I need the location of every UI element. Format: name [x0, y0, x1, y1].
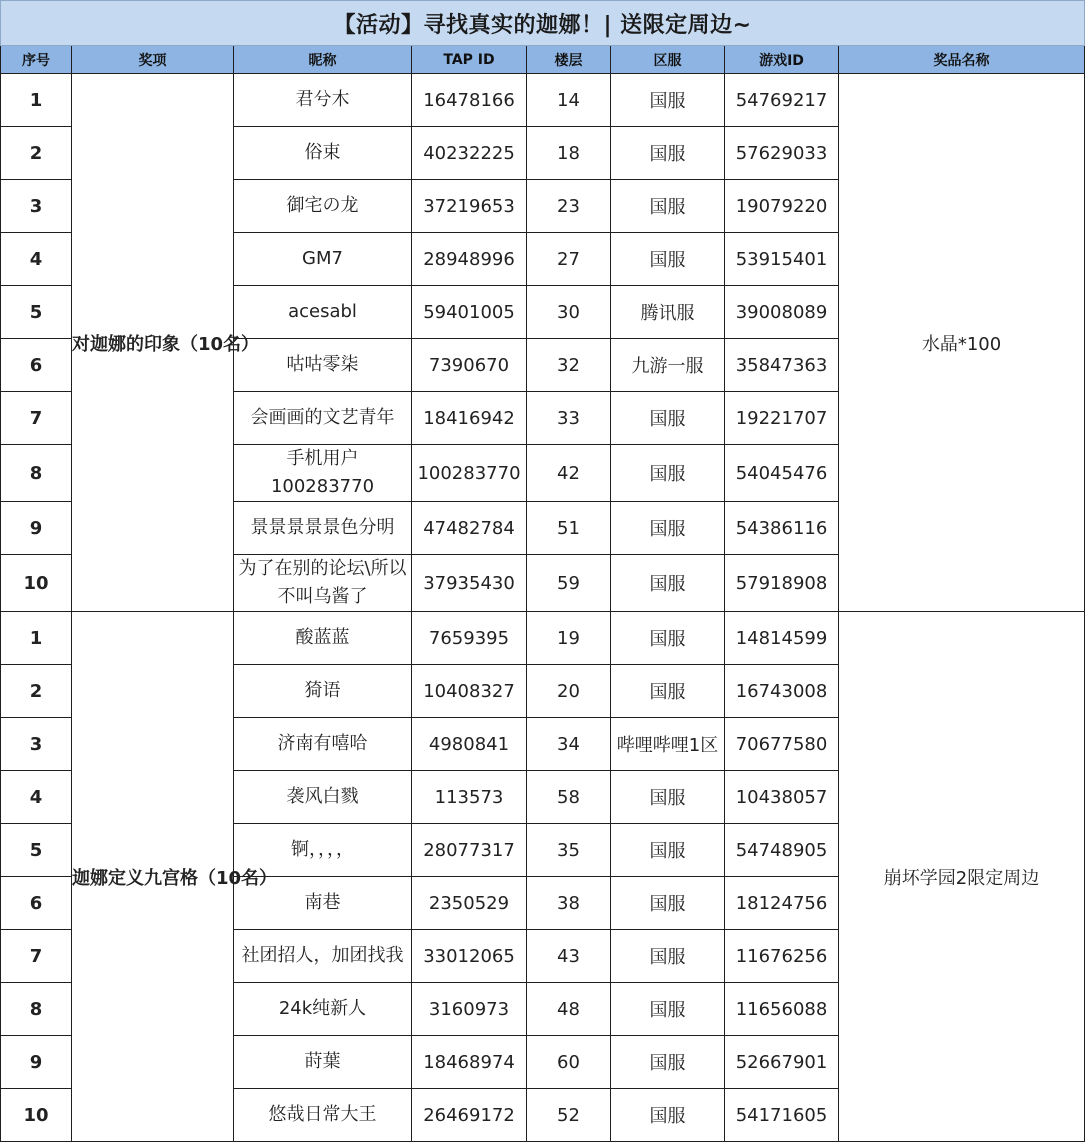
game-id-cell[interactable]: 35847363: [725, 339, 839, 392]
floor-cell[interactable]: 43: [527, 930, 611, 983]
nickname-cell[interactable]: 悠哉日常大王: [234, 1089, 412, 1142]
floor-cell[interactable]: 59: [527, 555, 611, 612]
server-cell[interactable]: 国服: [611, 445, 725, 502]
server-cell[interactable]: 国服: [611, 824, 725, 877]
tap-id-cell[interactable]: 7659395: [412, 612, 527, 665]
game-id-cell[interactable]: 19221707: [725, 392, 839, 445]
table-row: [1, 74, 1085, 127]
seq-cell[interactable]: 8: [1, 983, 72, 1036]
header-tap-id[interactable]: TAP ID: [412, 46, 527, 74]
nickname-cell[interactable]: 御宅の龙: [234, 180, 412, 233]
award-cell[interactable]: 对迦娜的印象（10名）: [72, 74, 234, 612]
nickname-cell[interactable]: 手机用户100283770: [234, 445, 412, 502]
game-id-cell[interactable]: 11676256: [725, 930, 839, 983]
seq-cell[interactable]: 3: [1, 718, 72, 771]
game-id-cell[interactable]: 57629033: [725, 127, 839, 180]
seq-cell[interactable]: 6: [1, 339, 72, 392]
game-id-cell[interactable]: 54045476: [725, 445, 839, 502]
tap-id-cell[interactable]: 47482784: [412, 502, 527, 555]
server-cell[interactable]: 国服: [611, 1089, 725, 1142]
tap-id-cell[interactable]: 26469172: [412, 1089, 527, 1142]
tap-id-cell[interactable]: 18468974: [412, 1036, 527, 1089]
header-server[interactable]: 区服: [611, 46, 725, 74]
nickname-cell[interactable]: 南巷: [234, 877, 412, 930]
floor-cell[interactable]: 35: [527, 824, 611, 877]
seq-cell[interactable]: 5: [1, 824, 72, 877]
seq-cell[interactable]: 2: [1, 127, 72, 180]
server-cell[interactable]: 国服: [611, 392, 725, 445]
game-id-cell[interactable]: 54748905: [725, 824, 839, 877]
floor-cell[interactable]: 20: [527, 665, 611, 718]
floor-cell[interactable]: 19: [527, 612, 611, 665]
floor-cell[interactable]: 42: [527, 445, 611, 502]
floor-cell[interactable]: 32: [527, 339, 611, 392]
server-cell[interactable]: 国服: [611, 877, 725, 930]
nickname-cell[interactable]: 咕咕零柒: [234, 339, 412, 392]
nickname-cell[interactable]: 社团招人，加团找我: [234, 930, 412, 983]
game-id-cell[interactable]: 57918908: [725, 555, 839, 612]
nickname-cell[interactable]: 俗束: [234, 127, 412, 180]
game-id-cell[interactable]: 54769217: [725, 74, 839, 127]
floor-cell[interactable]: 34: [527, 718, 611, 771]
floor-cell[interactable]: 27: [527, 233, 611, 286]
game-id-cell[interactable]: 16743008: [725, 665, 839, 718]
nickname-cell[interactable]: 袭风白戮: [234, 771, 412, 824]
seq-cell[interactable]: 2: [1, 665, 72, 718]
tap-id-cell[interactable]: 33012065: [412, 930, 527, 983]
server-cell[interactable]: 国服: [611, 930, 725, 983]
nickname-cell[interactable]: 酸蓝蓝: [234, 612, 412, 665]
game-id-cell[interactable]: 53915401: [725, 233, 839, 286]
nickname-cell[interactable]: 为了在别的论坛\所以不叫乌酱了: [234, 555, 412, 612]
server-cell[interactable]: 国服: [611, 983, 725, 1036]
game-id-cell[interactable]: 54171605: [725, 1089, 839, 1142]
tap-id-cell[interactable]: 3160973: [412, 983, 527, 1036]
server-cell[interactable]: 国服: [611, 555, 725, 612]
tap-id-cell[interactable]: 2350529: [412, 877, 527, 930]
nickname-cell[interactable]: 会画画的文艺青年: [234, 392, 412, 445]
tap-id-cell[interactable]: 59401005: [412, 286, 527, 339]
seq-cell[interactable]: 7: [1, 392, 72, 445]
game-id-cell[interactable]: 11656088: [725, 983, 839, 1036]
award-cell[interactable]: 迦娜定义九宫格（10名）: [72, 612, 234, 1142]
tap-id-cell[interactable]: 37935430: [412, 555, 527, 612]
nickname-cell[interactable]: 济南有嘻哈: [234, 718, 412, 771]
tap-id-cell[interactable]: 40232225: [412, 127, 527, 180]
header-game-id[interactable]: 游戏ID: [725, 46, 839, 74]
seq-cell[interactable]: 9: [1, 1036, 72, 1089]
server-cell[interactable]: 国服: [611, 665, 725, 718]
nickname-cell[interactable]: 君兮木: [234, 74, 412, 127]
prize-cell[interactable]: 水晶*100: [839, 74, 1085, 612]
nickname-cell[interactable]: 24k纯新人: [234, 983, 412, 1036]
seq-cell[interactable]: 9: [1, 502, 72, 555]
game-id-cell[interactable]: 18124756: [725, 877, 839, 930]
seq-cell[interactable]: 7: [1, 930, 72, 983]
game-id-cell[interactable]: 52667901: [725, 1036, 839, 1089]
server-cell[interactable]: 国服: [611, 612, 725, 665]
server-cell[interactable]: 国服: [611, 180, 725, 233]
header-nickname[interactable]: 昵称: [234, 46, 412, 74]
header-floor[interactable]: 楼层: [527, 46, 611, 74]
table-row: [1, 612, 1085, 665]
floor-cell[interactable]: 38: [527, 877, 611, 930]
floor-cell[interactable]: 58: [527, 771, 611, 824]
server-cell[interactable]: 哔哩哔哩1区: [611, 718, 725, 771]
floor-cell[interactable]: 23: [527, 180, 611, 233]
game-id-cell[interactable]: 19079220: [725, 180, 839, 233]
server-cell[interactable]: 国服: [611, 502, 725, 555]
table-body: [1, 74, 1085, 1142]
floor-cell[interactable]: 18: [527, 127, 611, 180]
server-cell[interactable]: 国服: [611, 233, 725, 286]
server-cell[interactable]: 国服: [611, 771, 725, 824]
game-id-cell[interactable]: 10438057: [725, 771, 839, 824]
floor-cell[interactable]: 33: [527, 392, 611, 445]
tap-id-cell[interactable]: 7390670: [412, 339, 527, 392]
game-id-cell[interactable]: 39008089: [725, 286, 839, 339]
game-id-cell[interactable]: 70677580: [725, 718, 839, 771]
floor-cell[interactable]: 30: [527, 286, 611, 339]
server-cell[interactable]: 国服: [611, 127, 725, 180]
nickname-cell[interactable]: acesabl: [234, 286, 412, 339]
sheet-title[interactable]: 【活动】寻找真实的迦娜！| 送限定周边~: [1, 1, 1085, 46]
nickname-cell[interactable]: GM7: [234, 233, 412, 286]
floor-cell[interactable]: 51: [527, 502, 611, 555]
tap-id-cell[interactable]: 10408327: [412, 665, 527, 718]
seq-cell[interactable]: 6: [1, 877, 72, 930]
nickname-cell[interactable]: 猗语: [234, 665, 412, 718]
tap-id-cell[interactable]: 18416942: [412, 392, 527, 445]
seq-cell[interactable]: 5: [1, 286, 72, 339]
server-cell[interactable]: 九游一服: [611, 339, 725, 392]
header-seq[interactable]: 序号: [1, 46, 72, 74]
seq-cell[interactable]: 4: [1, 233, 72, 286]
server-cell[interactable]: 国服: [611, 74, 725, 127]
seq-cell[interactable]: 8: [1, 445, 72, 502]
prize-cell[interactable]: 崩坏学园2限定周边: [839, 612, 1085, 1142]
nickname-cell[interactable]: 景景景景景色分明: [234, 502, 412, 555]
seq-cell[interactable]: 4: [1, 771, 72, 824]
floor-cell[interactable]: 48: [527, 983, 611, 1036]
floor-cell[interactable]: 14: [527, 74, 611, 127]
header-award[interactable]: 奖项: [72, 46, 234, 74]
seq-cell[interactable]: 1: [1, 612, 72, 665]
game-id-cell[interactable]: 54386116: [725, 502, 839, 555]
floor-cell[interactable]: 52: [527, 1089, 611, 1142]
server-cell[interactable]: 国服: [611, 1036, 725, 1089]
tap-id-cell[interactable]: 37219653: [412, 180, 527, 233]
seq-cell[interactable]: 1: [1, 74, 72, 127]
header-row: [1, 46, 1085, 74]
nickname-cell[interactable]: 莳葉: [234, 1036, 412, 1089]
tap-id-cell[interactable]: 100283770: [412, 445, 527, 502]
nickname-cell[interactable]: 锕，，，，: [234, 824, 412, 877]
tap-id-cell[interactable]: 16478166: [412, 74, 527, 127]
game-id-cell[interactable]: 14814599: [725, 612, 839, 665]
server-cell[interactable]: 腾讯服: [611, 286, 725, 339]
seq-cell[interactable]: 10: [1, 1089, 72, 1142]
floor-cell[interactable]: 60: [527, 1036, 611, 1089]
seq-cell[interactable]: 3: [1, 180, 72, 233]
tap-id-cell[interactable]: 113573: [412, 771, 527, 824]
tap-id-cell[interactable]: 28948996: [412, 233, 527, 286]
tap-id-cell[interactable]: 4980841: [412, 718, 527, 771]
tap-id-cell[interactable]: 28077317: [412, 824, 527, 877]
header-prize[interactable]: 奖品名称: [839, 46, 1085, 74]
seq-cell[interactable]: 10: [1, 555, 72, 612]
